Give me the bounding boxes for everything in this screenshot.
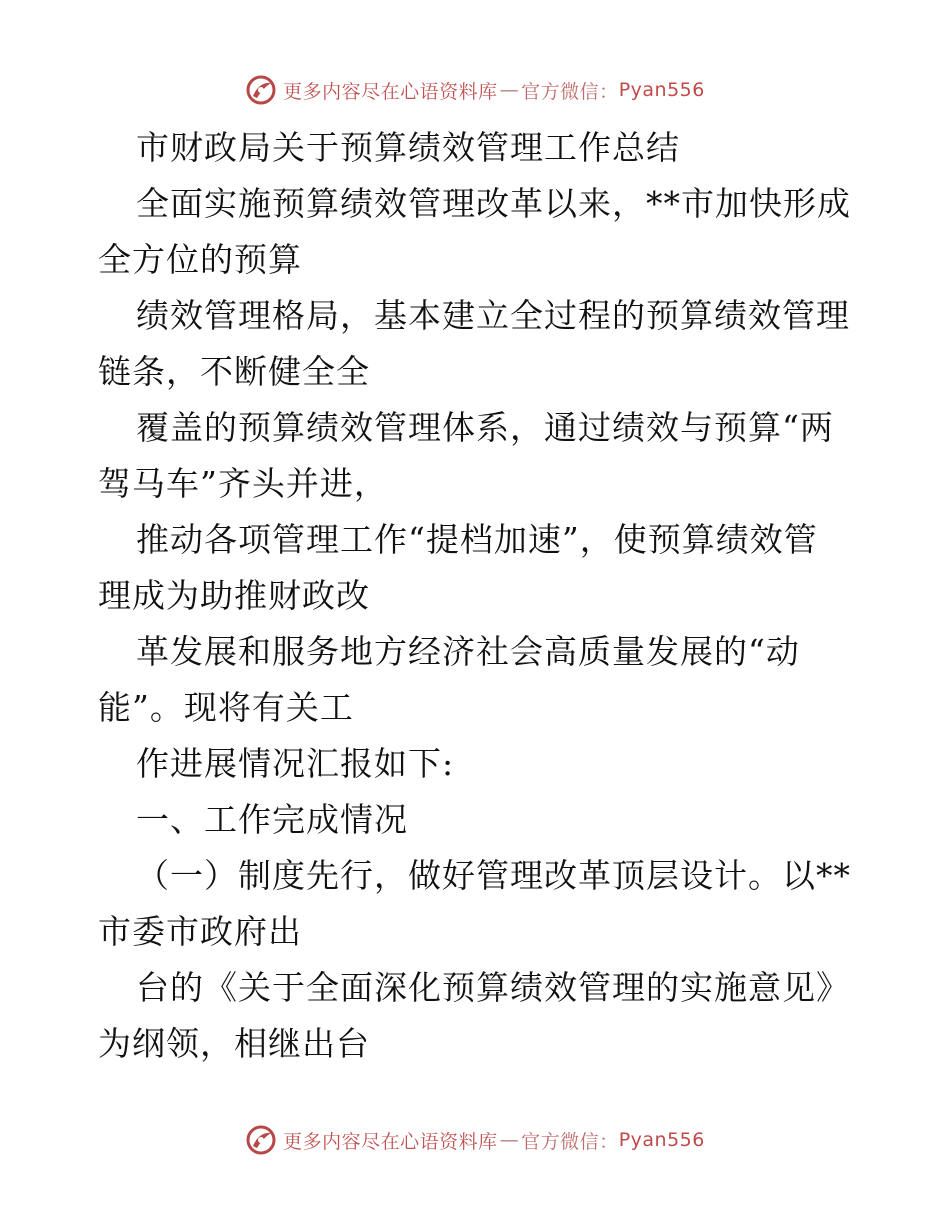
document-line: 覆盖的预算绩效管理体系，通过绩效与预算“两 [136, 408, 834, 447]
document-line: 能”。现将有关工 [98, 688, 354, 727]
watermark-wechat-id: Pyan556 [618, 79, 705, 101]
document-line: 作进展情况汇报如下: [136, 744, 455, 783]
document-line: 全方位的预算 [98, 240, 302, 279]
watermark-label: 官方微信： [521, 1130, 619, 1153]
document-lines [98, 176, 858, 1072]
watermark-dash: — [499, 79, 520, 101]
document-line: 台的《关于全面深化预算绩效管理的实施意见》 [136, 968, 850, 1007]
brand-logo-icon [245, 1124, 277, 1156]
document-line: 全面实施预算绩效管理改革以来，**市加快形成 [136, 184, 851, 223]
watermark-wechat-id: Pyan556 [618, 1129, 705, 1151]
footer-watermark [0, 1120, 950, 1160]
document-title: 市财政局关于预算绩效管理工作总结 [136, 128, 680, 167]
document-body [98, 120, 858, 1072]
document-line: 理成为助推财政改 [98, 576, 370, 615]
document-line: （一）制度先行，做好管理改革顶层设计。以** [136, 856, 851, 895]
document-line: 一、工作完成情况 [136, 800, 408, 839]
watermark-label: 官方微信： [521, 80, 619, 103]
document-line: 链条，不断健全全 [98, 352, 370, 391]
watermark-brand: 更多内容尽在心语资料库 [283, 80, 498, 103]
header-watermark [0, 70, 950, 110]
watermark-brand: 更多内容尽在心语资料库 [283, 1130, 498, 1153]
document-line: 为纲领，相继出台 [98, 1024, 370, 1063]
document-line: 革发展和服务地方经济社会高质量发展的“动 [136, 632, 800, 671]
document-line: 市委市政府出 [98, 912, 302, 951]
document-line: 推动各项管理工作“提档加速”，使预算绩效管 [136, 520, 818, 559]
brand-logo-icon [245, 74, 277, 106]
document-line: 绩效管理格局，基本建立全过程的预算绩效管理 [136, 296, 850, 335]
watermark-dash: — [499, 1129, 520, 1151]
document-line: 驾马车”齐头并进， [98, 464, 388, 503]
